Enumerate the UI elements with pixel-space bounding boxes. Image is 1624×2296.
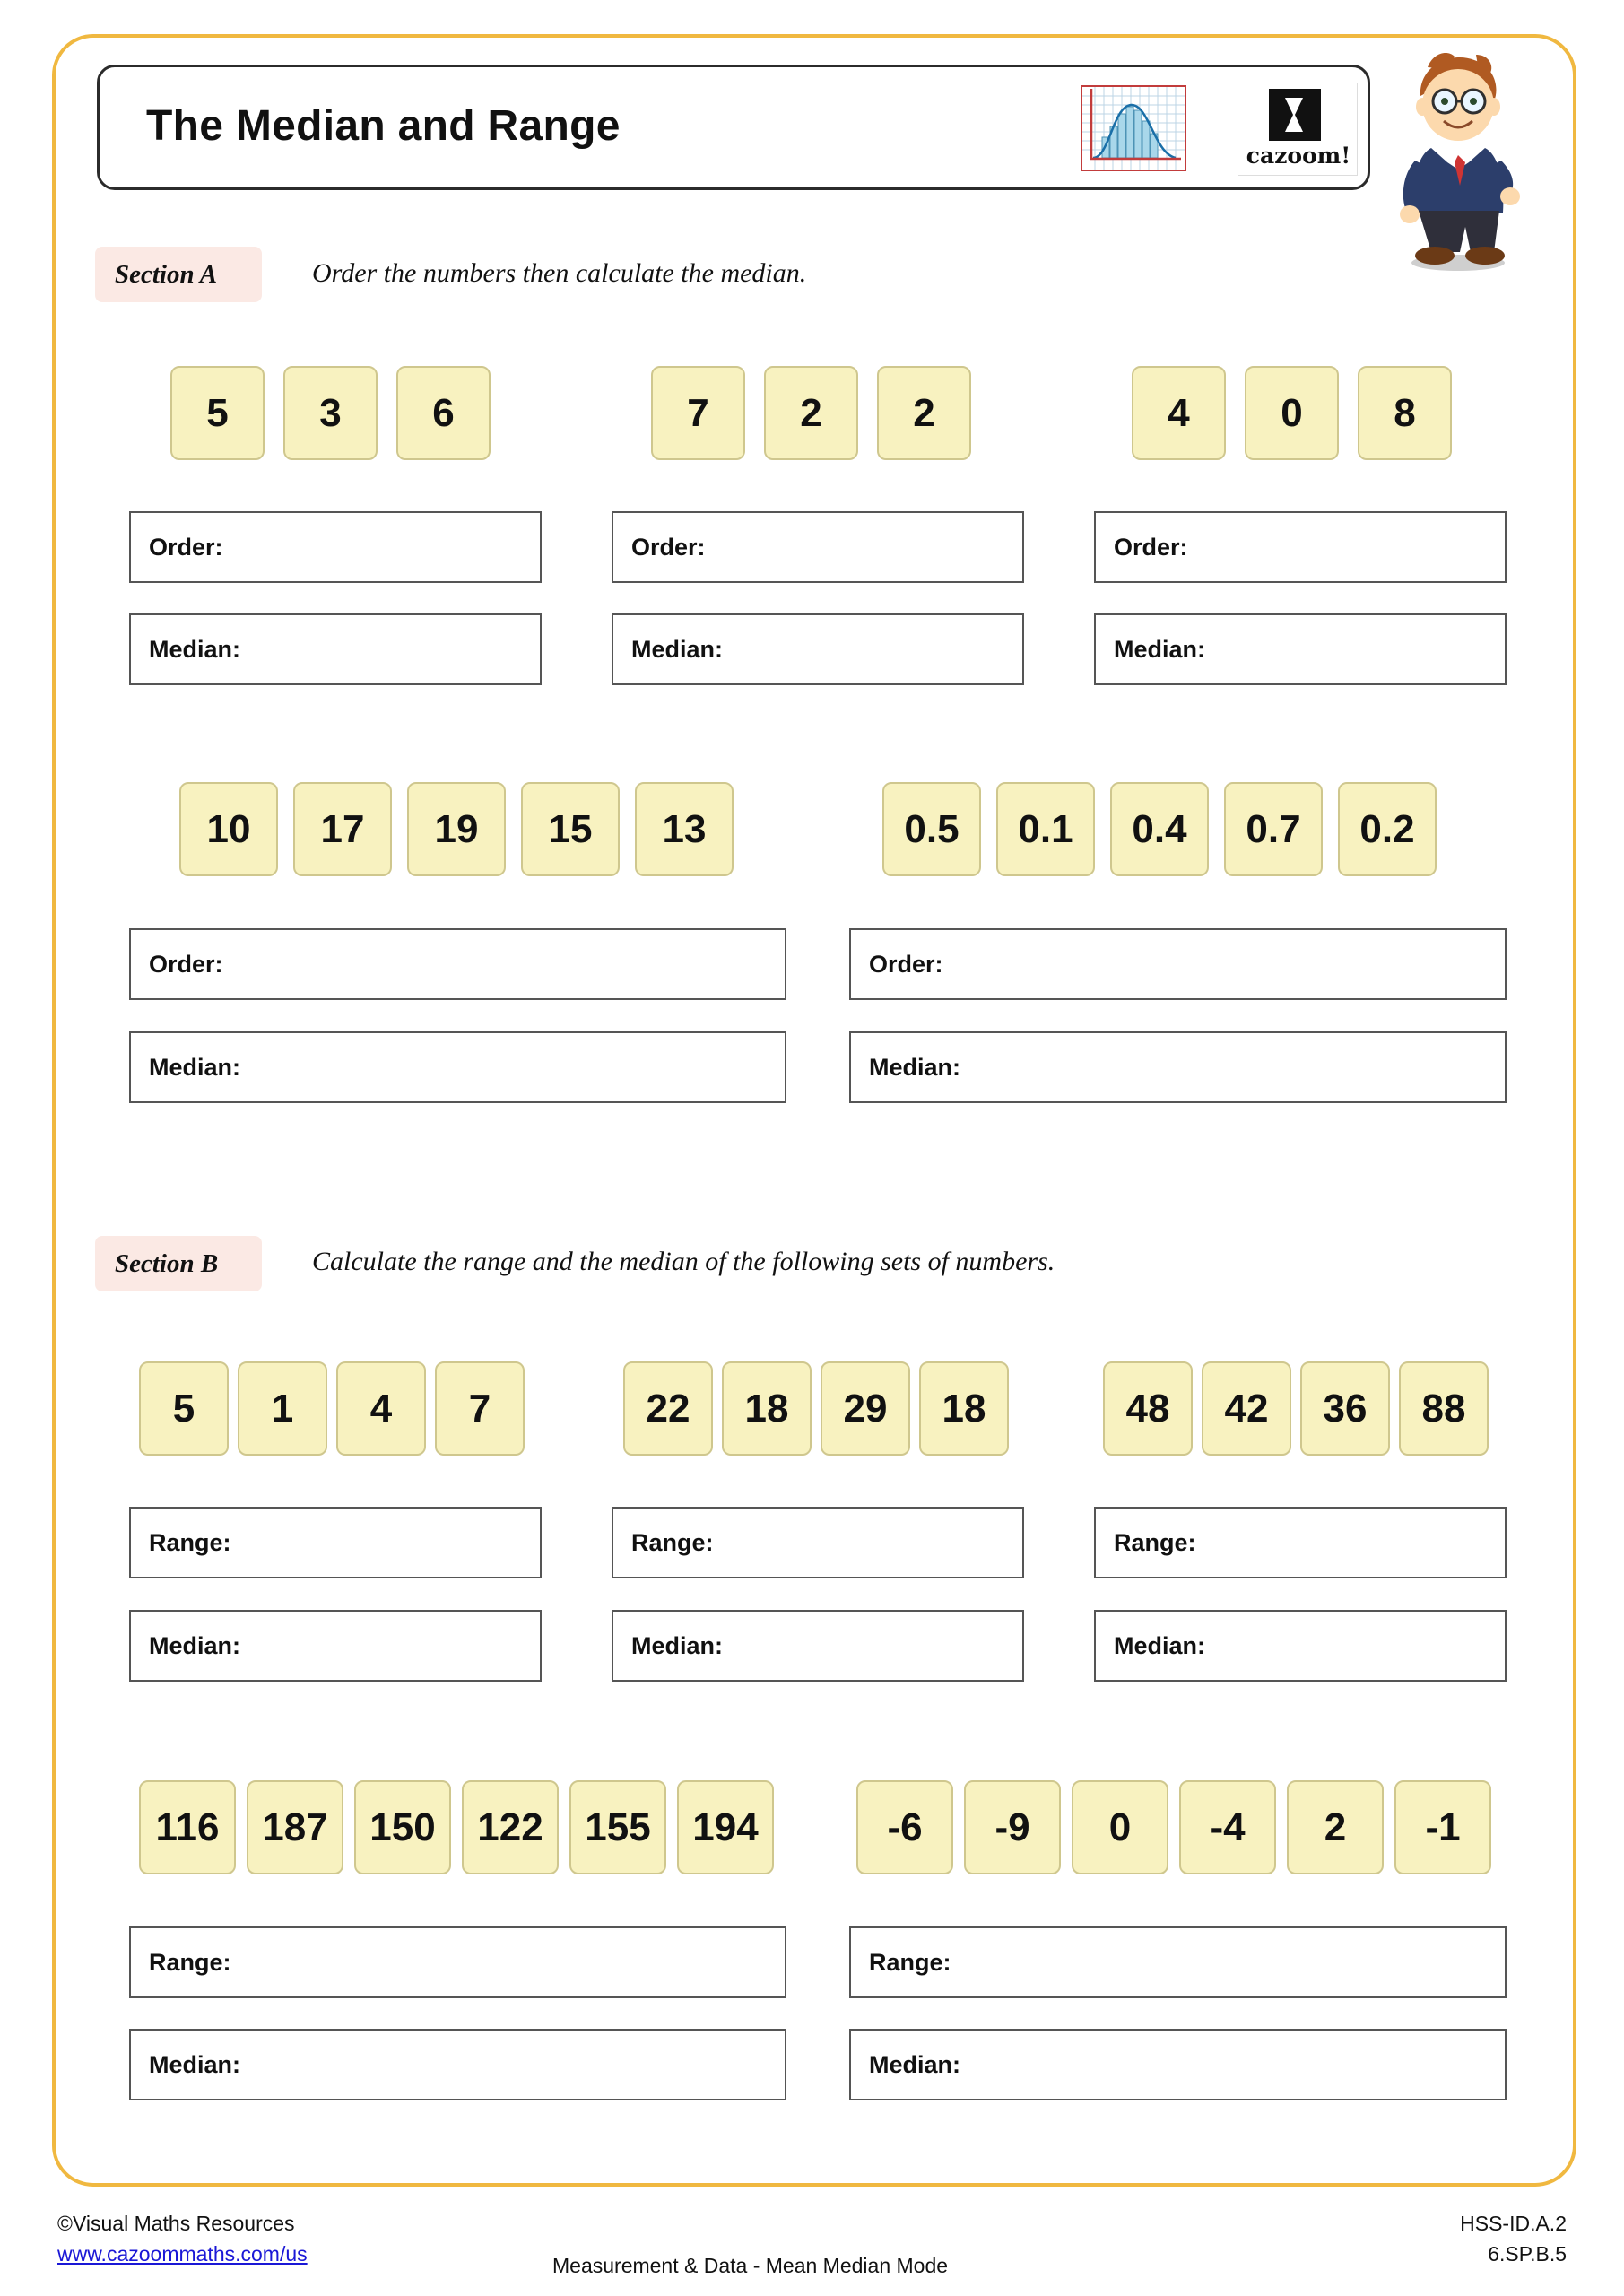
median-label: Median: xyxy=(149,635,241,663)
number-tile: 0.2 xyxy=(1338,782,1437,876)
number-tile: -6 xyxy=(856,1780,953,1874)
number-tile: 15 xyxy=(521,782,620,876)
number-tile: 42 xyxy=(1202,1361,1291,1456)
median-label: Median: xyxy=(631,635,724,663)
number-tile: -1 xyxy=(1394,1780,1491,1874)
range-answer-box[interactable] xyxy=(612,1507,1024,1578)
range-label: Range: xyxy=(631,1528,714,1556)
order-label: Order: xyxy=(149,950,223,978)
number-tile: 5 xyxy=(139,1361,229,1456)
number-tile: 29 xyxy=(821,1361,910,1456)
number-tile: 4 xyxy=(336,1361,426,1456)
number-tile: 7 xyxy=(435,1361,525,1456)
range-label: Range: xyxy=(1114,1528,1196,1556)
number-tile: 5 xyxy=(170,366,265,460)
range-label: Range: xyxy=(149,1528,231,1556)
number-tile: 13 xyxy=(635,782,734,876)
median-answer-box[interactable] xyxy=(129,613,542,685)
median-answer-box[interactable] xyxy=(129,1610,542,1682)
number-tile: 48 xyxy=(1103,1361,1193,1456)
number-tile: 36 xyxy=(1300,1361,1390,1456)
number-tile: -4 xyxy=(1179,1780,1276,1874)
number-tile: 2 xyxy=(1287,1780,1384,1874)
median-answer-box[interactable] xyxy=(129,1031,786,1103)
order-label: Order: xyxy=(1114,533,1188,561)
range-answer-box[interactable] xyxy=(849,1926,1507,1998)
order-label: Order: xyxy=(869,950,943,978)
order-answer-box[interactable] xyxy=(129,511,542,583)
range-answer-box[interactable] xyxy=(1094,1507,1507,1578)
number-tile: 7 xyxy=(651,366,745,460)
number-tile: 17 xyxy=(293,782,392,876)
median-label: Median: xyxy=(149,2050,241,2078)
brand-label: cazoom! xyxy=(1246,143,1351,169)
footer-website-link[interactable]: www.cazoommaths.com/us xyxy=(57,2242,308,2266)
number-tile: 22 xyxy=(623,1361,713,1456)
number-tile: 187 xyxy=(247,1780,343,1874)
number-tile: 2 xyxy=(877,366,971,460)
number-tile: 19 xyxy=(407,782,506,876)
number-tile: 150 xyxy=(354,1780,451,1874)
number-tile: 18 xyxy=(722,1361,812,1456)
page-title: The Median and Range xyxy=(146,102,621,150)
number-tile: -9 xyxy=(964,1780,1061,1874)
number-tile: 0.5 xyxy=(882,782,981,876)
number-tile: 88 xyxy=(1399,1361,1489,1456)
section-a-tag xyxy=(95,247,262,302)
median-answer-box[interactable] xyxy=(612,1610,1024,1682)
number-tile: 194 xyxy=(677,1780,774,1874)
median-answer-box[interactable] xyxy=(1094,1610,1507,1682)
footer-standard-code-2: 6.SP.B.5 xyxy=(1488,2242,1567,2266)
range-answer-box[interactable] xyxy=(129,1507,542,1578)
footer-copyright: ©Visual Maths Resources xyxy=(57,2212,295,2235)
boy-mascot-illustration xyxy=(1388,49,1532,274)
order-answer-box[interactable] xyxy=(1094,511,1507,583)
range-label: Range: xyxy=(869,1948,951,1976)
number-tile: 8 xyxy=(1358,366,1452,460)
order-label: Order: xyxy=(149,533,223,561)
section-a-instruction: Order the numbers then calculate the median. xyxy=(312,258,807,288)
median-label: Median: xyxy=(631,1631,724,1659)
cazoom-brand-logo xyxy=(1238,83,1358,176)
number-tile: 4 xyxy=(1132,366,1226,460)
number-tile: 10 xyxy=(179,782,278,876)
section-b-tag xyxy=(95,1236,262,1292)
median-answer-box[interactable] xyxy=(612,613,1024,685)
number-tile: 0 xyxy=(1245,366,1339,460)
footer-standard-code-1: HSS-ID.A.2 xyxy=(1460,2212,1567,2235)
number-tile: 1 xyxy=(238,1361,327,1456)
median-label: Median: xyxy=(869,1053,961,1081)
median-label: Median: xyxy=(869,2050,961,2078)
number-tile: 116 xyxy=(139,1780,236,1874)
median-label: Median: xyxy=(149,1631,241,1659)
number-tile: 3 xyxy=(283,366,378,460)
number-tile: 0 xyxy=(1072,1780,1168,1874)
section-a-label: Section A xyxy=(115,259,218,289)
order-answer-box[interactable] xyxy=(129,928,786,1000)
median-label: Median: xyxy=(149,1053,241,1081)
number-tile: 6 xyxy=(396,366,491,460)
order-label: Order: xyxy=(631,533,706,561)
number-tile: 0.4 xyxy=(1110,782,1209,876)
median-label: Median: xyxy=(1114,1631,1206,1659)
range-answer-box[interactable] xyxy=(129,1926,786,1998)
order-answer-box[interactable] xyxy=(612,511,1024,583)
number-tile: 0.7 xyxy=(1224,782,1323,876)
footer-topic: Measurement & Data - Mean Median Mode xyxy=(552,2254,949,2277)
range-label: Range: xyxy=(149,1948,231,1976)
section-b-instruction: Calculate the range and the median of the following sets of numbers. xyxy=(312,1247,1055,1276)
number-tile: 155 xyxy=(569,1780,666,1874)
hourglass-icon xyxy=(1282,96,1306,134)
bell-curve-chart-icon xyxy=(1081,85,1186,171)
median-answer-box[interactable] xyxy=(849,1031,1507,1103)
median-answer-box[interactable] xyxy=(1094,613,1507,685)
number-tile: 122 xyxy=(462,1780,559,1874)
section-b-label: Section B xyxy=(115,1248,219,1278)
number-tile: 2 xyxy=(764,366,858,460)
median-label: Median: xyxy=(1114,635,1206,663)
order-answer-box[interactable] xyxy=(849,928,1507,1000)
number-tile: 18 xyxy=(919,1361,1009,1456)
number-tile: 0.1 xyxy=(996,782,1095,876)
median-answer-box[interactable] xyxy=(129,2029,786,2100)
median-answer-box[interactable] xyxy=(849,2029,1507,2100)
